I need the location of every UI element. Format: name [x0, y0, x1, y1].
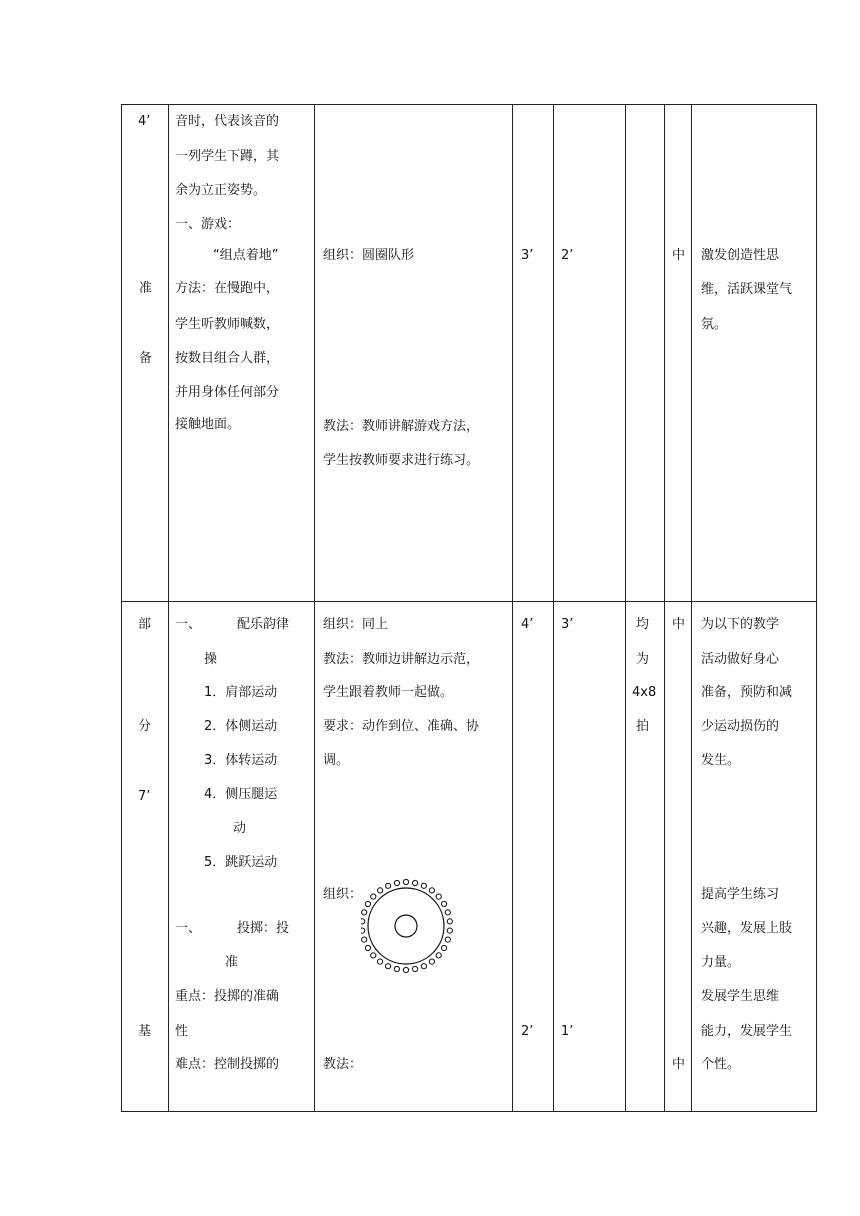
intensity-value: 中 — [672, 617, 686, 632]
purpose-line: 活动做好身心 — [701, 652, 780, 667]
purpose-line: 少运动损伤的 — [701, 719, 780, 734]
content-line: 一列学生下蹲，其 — [175, 149, 280, 164]
student-marker-icon — [365, 945, 370, 950]
requirement-line: 调。 — [323, 753, 350, 768]
time-value: 1’ — [561, 1024, 574, 1039]
column-divider — [512, 104, 513, 1112]
student-marker-icon — [429, 959, 434, 964]
content-line: 学生听教师喊数， — [175, 317, 280, 332]
stage-char: 准 — [139, 281, 153, 296]
table-border — [121, 1111, 817, 1112]
student-marker-icon — [445, 910, 450, 915]
column-divider — [664, 104, 665, 1112]
student-marker-icon — [361, 928, 365, 933]
beats-char: 为 — [636, 652, 650, 667]
purpose-line: 提高学生练习 — [701, 887, 780, 902]
method-line: 学生按教师要求进行练习。 — [323, 453, 480, 468]
beats-char: 4x8 — [632, 685, 657, 700]
difficulty-line: 难点：控制投掷的 — [175, 1057, 280, 1072]
content-line: 配乐韵律 — [237, 617, 290, 632]
exercise-item: 4．侧压腿运 — [204, 787, 278, 802]
circle-formation-diagram — [361, 876, 461, 976]
student-marker-icon — [413, 966, 418, 971]
exercise-item: 1．肩部运动 — [204, 685, 278, 700]
organization-text: 组织： — [323, 887, 363, 902]
stage-char: 7’ — [138, 789, 151, 804]
method-line: 学生跟着教师一起做。 — [323, 685, 454, 700]
content-line: 接触地面。 — [175, 417, 241, 432]
method-line: 教法：教师讲解游戏方法， — [323, 419, 480, 434]
beats-char: 均 — [636, 617, 650, 632]
student-marker-icon — [362, 910, 367, 915]
student-marker-icon — [371, 894, 376, 899]
purpose-line: 发展学生思维 — [701, 989, 780, 1004]
exercise-item: 2．体侧运动 — [204, 719, 278, 734]
purpose-line: 为以下的教学 — [701, 617, 780, 632]
student-marker-icon — [429, 888, 434, 893]
purpose-line: 力量。 — [701, 955, 741, 970]
content-line: 方法：在慢跑中， — [175, 281, 280, 296]
organization-text: 组织：同上 — [323, 617, 389, 632]
lesson-plan-table — [121, 104, 817, 1112]
content-line: 并用身体任何部分 — [175, 385, 280, 400]
purpose-line: 兴趣，发展上肢 — [701, 921, 793, 936]
student-marker-icon — [421, 883, 426, 888]
stage-char: 基 — [138, 1024, 152, 1039]
row-divider — [121, 601, 817, 602]
student-marker-icon — [386, 964, 391, 969]
content-line: 一、 — [175, 921, 202, 936]
table-border — [121, 104, 122, 1112]
content-line: 音时，代表该音的 — [175, 114, 280, 129]
column-divider — [314, 104, 315, 1112]
student-marker-icon — [394, 966, 399, 971]
purpose-line: 发生。 — [701, 753, 741, 768]
table-border — [816, 104, 817, 1112]
student-marker-icon — [436, 953, 441, 958]
purpose-line: 能力，发展学生 — [701, 1024, 793, 1039]
content-line: 投掷：投 — [237, 921, 290, 936]
content-line: 余为立正姿势。 — [175, 183, 267, 198]
organization-text: 组织：圆圈队形 — [323, 248, 415, 263]
time-value: 2’ — [521, 1024, 534, 1039]
exercise-item: 3．体转运动 — [204, 753, 278, 768]
student-marker-icon — [386, 883, 391, 888]
intensity-value: 中 — [672, 248, 686, 263]
student-marker-icon — [362, 937, 367, 942]
student-marker-icon — [361, 919, 365, 924]
time-value: 3’ — [561, 617, 574, 632]
student-marker-icon — [421, 964, 426, 969]
content-line: “组点着地” — [213, 248, 279, 263]
method-line: 教法：教师边讲解边示范， — [323, 652, 480, 667]
purpose-line: 个性。 — [701, 1057, 741, 1072]
student-marker-icon — [442, 945, 447, 950]
student-marker-icon — [371, 953, 376, 958]
time-value: 4’ — [521, 617, 534, 632]
student-marker-icon — [403, 967, 408, 972]
student-marker-icon — [442, 901, 447, 906]
student-marker-icon — [378, 959, 383, 964]
student-marker-icon — [447, 919, 452, 924]
time-cell: 4’ — [138, 114, 151, 129]
student-marker-icon — [413, 880, 418, 885]
exercise-item: 动 — [233, 821, 247, 836]
column-divider — [553, 104, 554, 1112]
time-value: 2’ — [561, 248, 574, 263]
student-marker-icon — [365, 901, 370, 906]
beats-char: 拍 — [636, 719, 650, 734]
content-line: 一、游戏： — [175, 217, 241, 232]
time-value: 3’ — [521, 248, 534, 263]
exercise-item: 5．跳跃运动 — [204, 855, 278, 870]
intensity-value: 中 — [672, 1057, 686, 1072]
stage-char: 部 — [138, 617, 152, 632]
purpose-line: 激发创造性思 — [701, 248, 780, 263]
student-marker-icon — [447, 928, 452, 933]
requirement-line: 要求：动作到位、准确、协 — [323, 719, 480, 734]
student-marker-icon — [378, 888, 383, 893]
student-marker-icon — [403, 879, 408, 884]
student-marker-icon — [445, 937, 450, 942]
student-marker-icon — [436, 894, 441, 899]
purpose-line: 氛。 — [701, 317, 728, 332]
stage-char: 分 — [138, 719, 152, 734]
column-divider — [625, 104, 626, 1112]
column-divider — [168, 104, 169, 1112]
key-point-line: 性 — [175, 1024, 189, 1039]
student-marker-icon — [394, 880, 399, 885]
content-line: 准 — [225, 955, 239, 970]
stage-char: 备 — [139, 351, 153, 366]
content-line: 一、 — [175, 617, 202, 632]
method-text: 教法： — [323, 1057, 363, 1072]
content-line: 操 — [204, 652, 218, 667]
table-border — [121, 104, 817, 105]
purpose-line: 维，活跃课堂气 — [701, 282, 793, 297]
purpose-line: 准备，预防和减 — [701, 685, 793, 700]
column-divider — [691, 104, 692, 1112]
key-point-line: 重点：投掷的准确 — [175, 989, 280, 1004]
content-line: 按数目组合人群， — [175, 351, 280, 366]
